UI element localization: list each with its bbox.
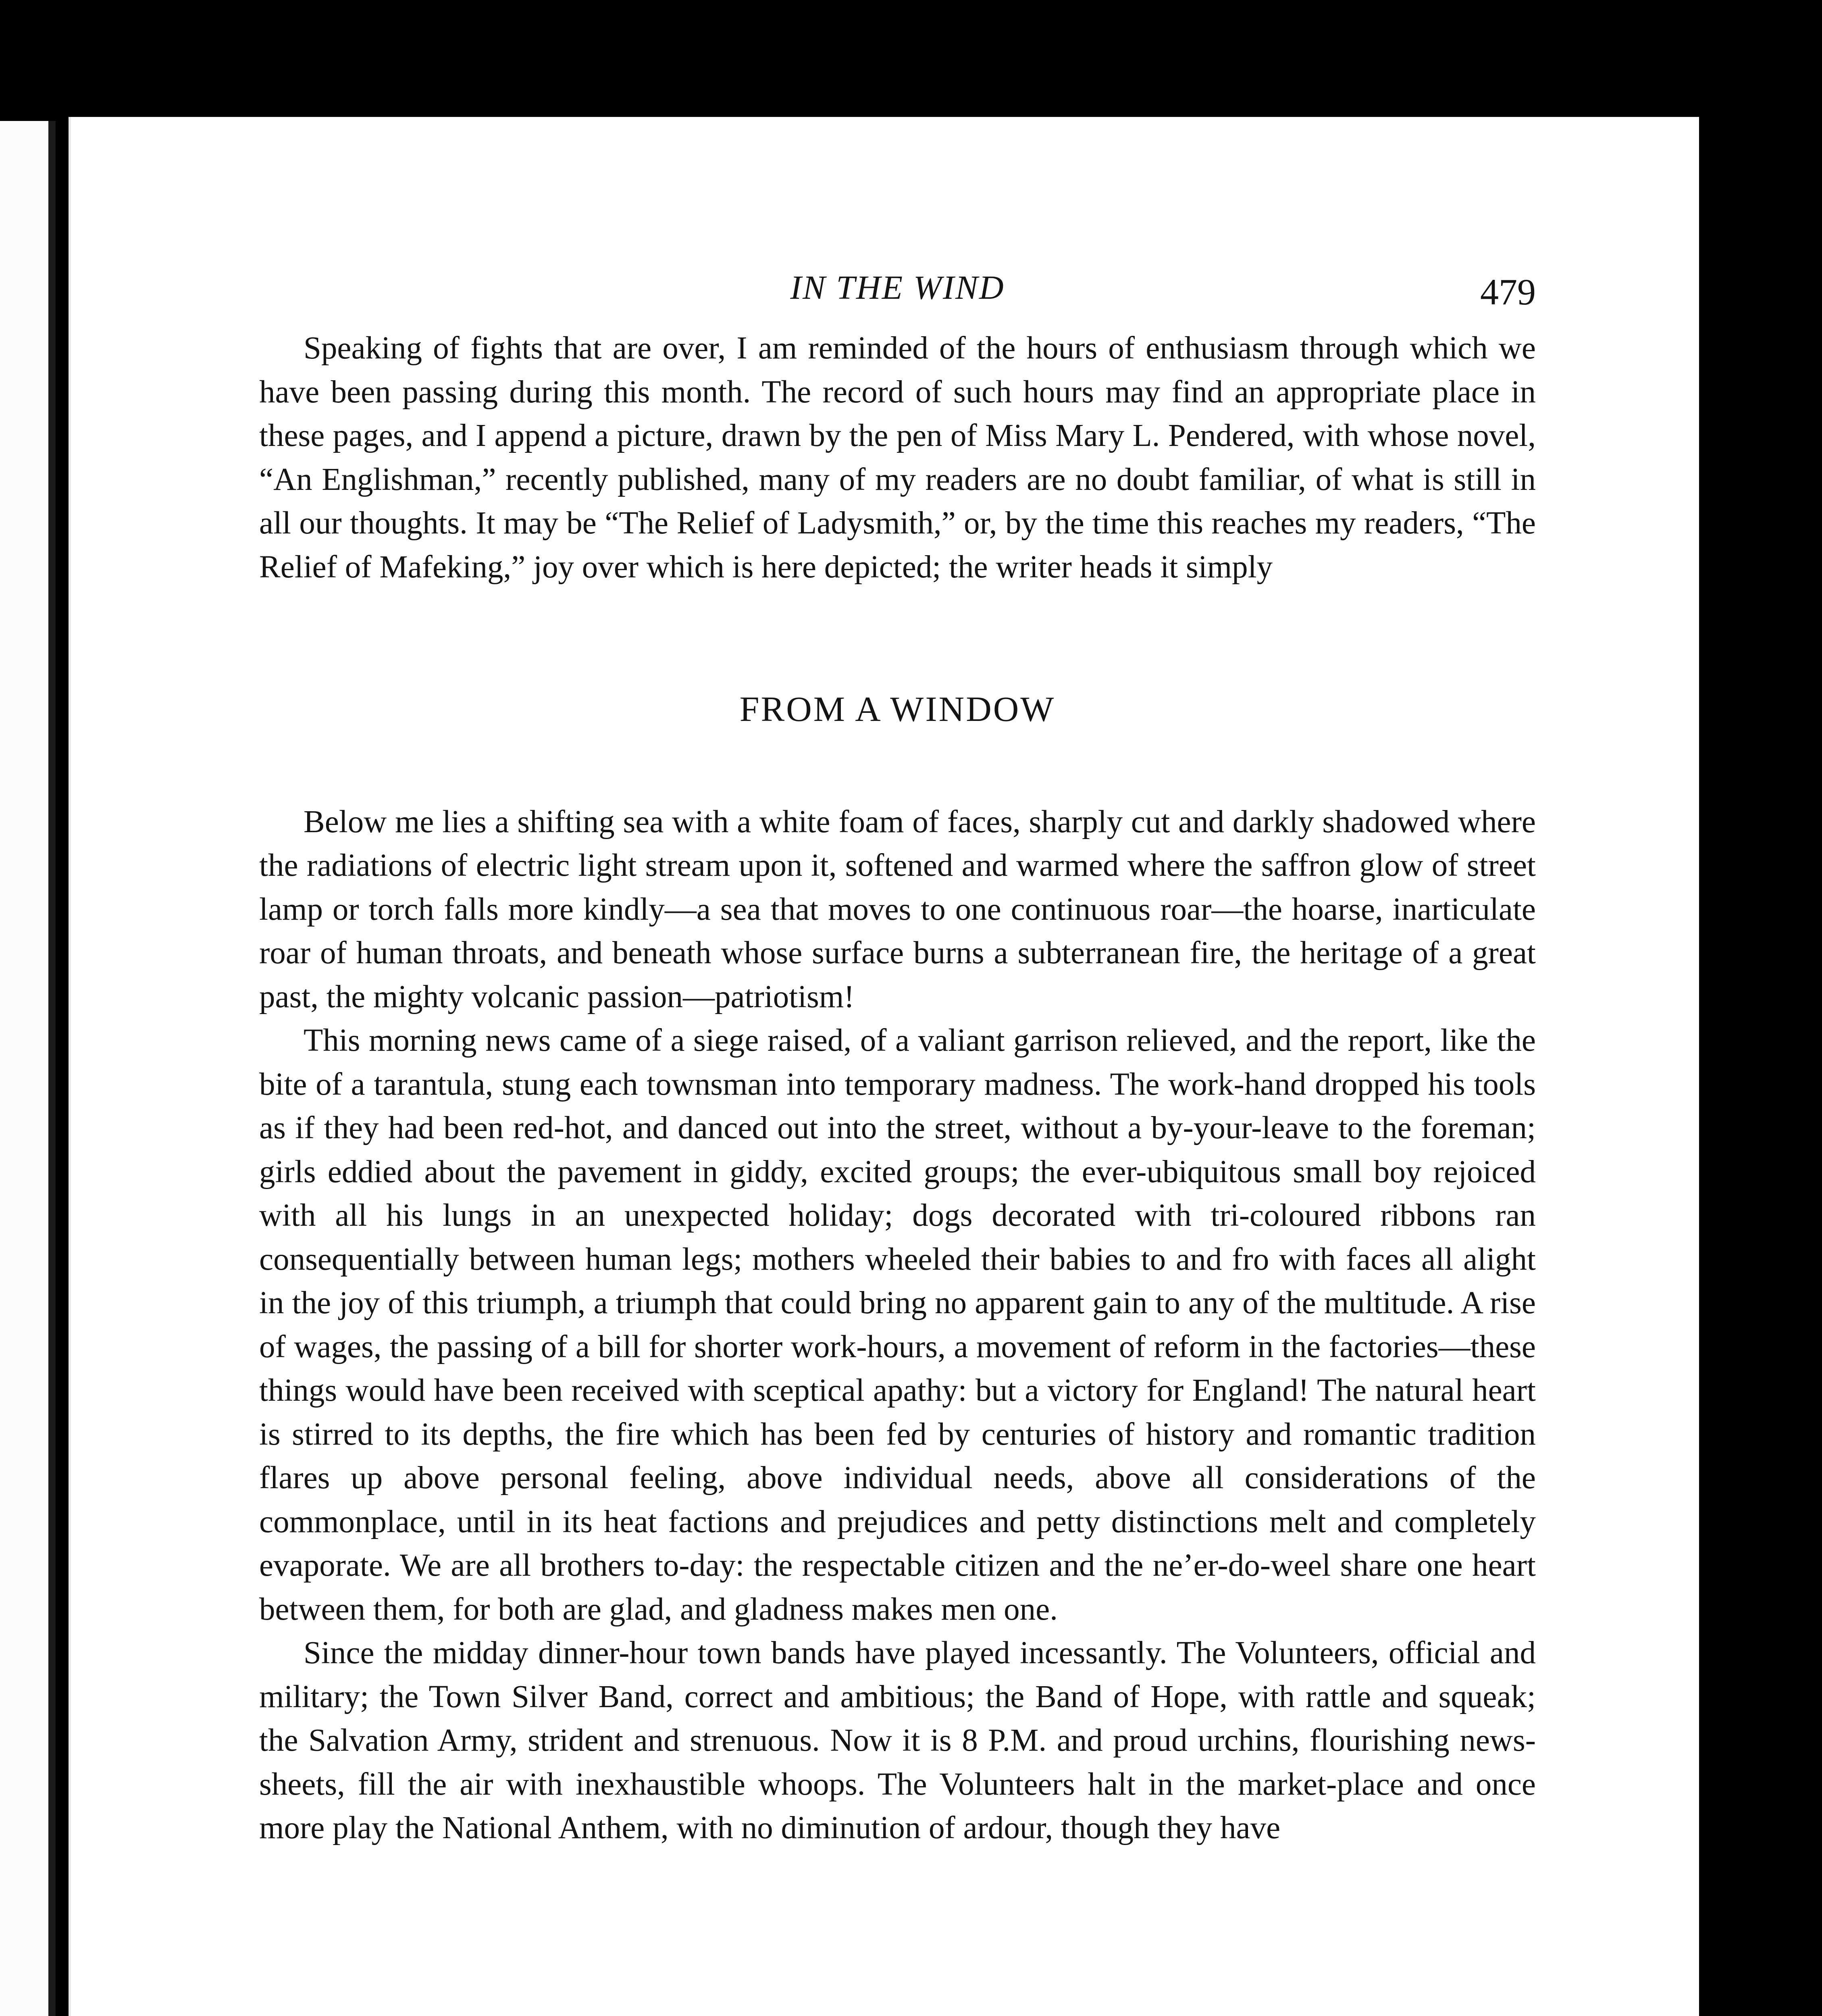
facing-page-edge — [0, 121, 56, 2016]
intro-paragraph: Speaking of fights that are over, I am reminded of the hours of enthusiasm through which we have been passing during this month. The record of such hours may find an appropriate place in these pages, and I append a picture, drawn by the pen of Miss Mary L. Pendered, with whose novel, “An Englishman,” recently published, many of my readers are no doubt familiar, of what is still in all our thoughts. It may be “The Relief of Ladysmith,” or, by the time this reaches my readers, “The Relief of Mafeking,” joy over which is here depicted; the writer heads it simply — [259, 331, 1536, 585]
page-number: 479 — [1480, 271, 1536, 312]
body-paragraph-2: This morning news came of a siege raised, of a valiant garrison relieved, and the report, like the bite of a tarantula, stung each townsman into temporary madness. The work-hand dropped his tools as if they had been red-hot, and danced out into the street, without a by-your-leave to the foreman; girls eddied about the pavement in giddy, excited groups; the ever-ubiquitous small boy rejoiced with all his lungs in an unexpected holiday; dogs decorated with tri-coloured ribbons ran consequentially between human legs; mothers wheeled their babies to and fro with faces all alight in the joy of this triumph, a triumph that could bring no apparent gain to any of the multitude. A rise of wages, the passing of a bill for shorter work-hours, a movement of reform in the factories—these things would have been received with sceptical apathy: but a victory for England! The natural heart is stirred to its depths, the fire which has been fed by centuries of history and romantic tradition flares up above personal feeling, above individual needs, above all considerations of the commonplace, until in its heat factions and prejudices and petty distinctions melt and completely evaporate. We are all brothers to-day: the respectable citizen and the ne’er-do-weel share one heart between them, for both are glad, and gladness makes men one. — [259, 1023, 1536, 1627]
running-head — [259, 258, 1536, 327]
body-paragraph-1: Below me lies a shifting sea with a white foam of faces, sharply cut and darkly shadowed where the radiations of electric light stream upon it, softened and warmed where the saffron glow of street lamp or torch falls more kindly—a sea that moves to one continuous roar—the hoarse, inarticulate roar of human throats, and beneath whose surface burns a subterranean fire, the heritage of a great past, the mighty volcanic passion—patriotism! — [259, 804, 1536, 1014]
section-title: FROM A WINDOW — [739, 690, 1056, 729]
running-title: IN THE WIND — [790, 269, 1005, 306]
book-page — [69, 117, 1699, 2016]
page-content — [259, 258, 1536, 1850]
body-paragraph-3: Since the midday dinner-hour town bands have played incessantly. The Volunteers, official and military; the Town Silver Band, correct and ambitious; the Band of Hope, with rattle and squeak; the Salvation Army, strident and strenuous. Now it is 8 P.M. and proud urchins, flourishing news-sheets, fill the air with inexhaustible whoops. The Volunteers halt in the market-place and once more play the National Anthem, with no diminution of ardour, though they have — [259, 1635, 1536, 1845]
